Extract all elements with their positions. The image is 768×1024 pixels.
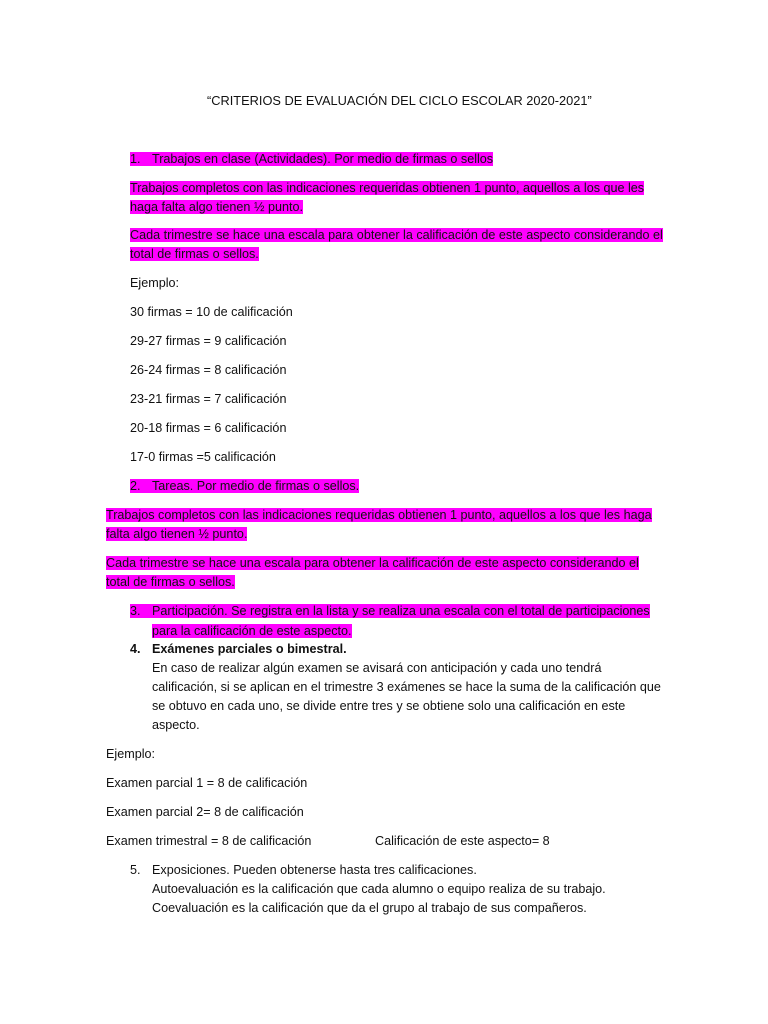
page-title: “CRITERIOS DE EVALUACIÓN DEL CICLO ESCOLAR 2020-2021” <box>207 93 592 108</box>
example-row: 23-21 firmas = 7 calificación <box>130 392 287 406</box>
section-1-number: 1. <box>130 152 141 166</box>
section-3-number: 3. <box>130 604 141 618</box>
section-1-p2-line-2: total de firmas o sellos. <box>130 247 259 261</box>
section-4-number: 4. <box>130 642 141 656</box>
section-2-p2-line-1: Cada trimestre se hace una escala para obtener la calificación de este aspecto considerando el <box>106 556 639 570</box>
exam-example-row: Examen trimestral = 8 de calificación <box>106 834 312 848</box>
section-3-line-2: para la calificación de este aspecto. <box>152 624 352 638</box>
example-row: 17-0 firmas =5 calificación <box>130 450 276 464</box>
section-4-example-label: Ejemplo: <box>106 747 155 761</box>
section-2-p2-line-2: total de firmas o sellos. <box>106 575 235 589</box>
example-row: 30 firmas = 10 de calificación <box>130 305 293 319</box>
section-3-line-1: 3. Participación. Se registra en la lista y se realiza una escala con el total de participaciones <box>130 604 650 618</box>
exam-result: Calificación de este aspecto= 8 <box>375 834 550 848</box>
section-5-line-3: Coevaluación es la calificación que da el grupo al trabajo de sus compañeros. <box>152 901 587 915</box>
section-2-heading-text: Tareas. Por medio de firmas o sellos. <box>152 479 360 493</box>
section-1-p1-line-1: Trabajos completos con las indicaciones requeridas obtienen 1 punto, aquellos a los que les <box>130 181 645 195</box>
section-4-heading <box>130 640 347 658</box>
section-1-example-label: Ejemplo: <box>130 276 179 290</box>
exam-example-row: Examen parcial 1 = 8 de calificación <box>106 776 308 790</box>
example-row: 20-18 firmas = 6 calificación <box>130 421 287 435</box>
example-row: 26-24 firmas = 8 calificación <box>130 363 287 377</box>
section-4-line-3: se obtuvo en cada uno, se divide entre tres y se obtiene solo una calificación en este <box>152 699 626 713</box>
section-5-line-1: 5. Exposiciones. Pueden obtenerse hasta tres calificaciones. <box>130 863 477 877</box>
section-1-p2-line-1: Cada trimestre se hace una escala para obtener la calificación de este aspecto considerando el <box>130 228 663 242</box>
section-2-number: 2. <box>130 479 141 493</box>
example-row: 29-27 firmas = 9 calificación <box>130 334 287 348</box>
section-1-p1-line-2: haga falta algo tienen ½ punto. <box>130 200 303 214</box>
section-4-line-4: aspecto. <box>152 718 200 732</box>
section-1-heading <box>130 150 493 168</box>
section-5-number: 5. <box>130 863 141 877</box>
exam-example-row: Examen parcial 2= 8 de calificación <box>106 805 304 819</box>
section-2-p1-line-2: falta algo tienen ½ punto. <box>106 527 248 541</box>
section-2-p1-line-1: Trabajos completos con las indicaciones requeridas obtienen 1 punto, aquellos a los que les haga <box>106 508 652 522</box>
section-4-line-1: En caso de realizar algún examen se avisará con anticipación y cada uno tendrá <box>152 661 602 675</box>
section-1-heading-text: Trabajos en clase (Actividades). Por medio de firmas o sellos <box>152 152 494 166</box>
section-2-heading <box>130 477 359 495</box>
section-4-line-2: calificación, si se aplican en el trimestre 3 exámenes se hace la suma de la calificación que <box>152 680 661 694</box>
section-4-heading-text: Exámenes parciales o bimestral. <box>152 642 347 656</box>
section-5-line-2: Autoevaluación es la calificación que cada alumno o equipo realiza de su trabajo. <box>152 882 606 896</box>
